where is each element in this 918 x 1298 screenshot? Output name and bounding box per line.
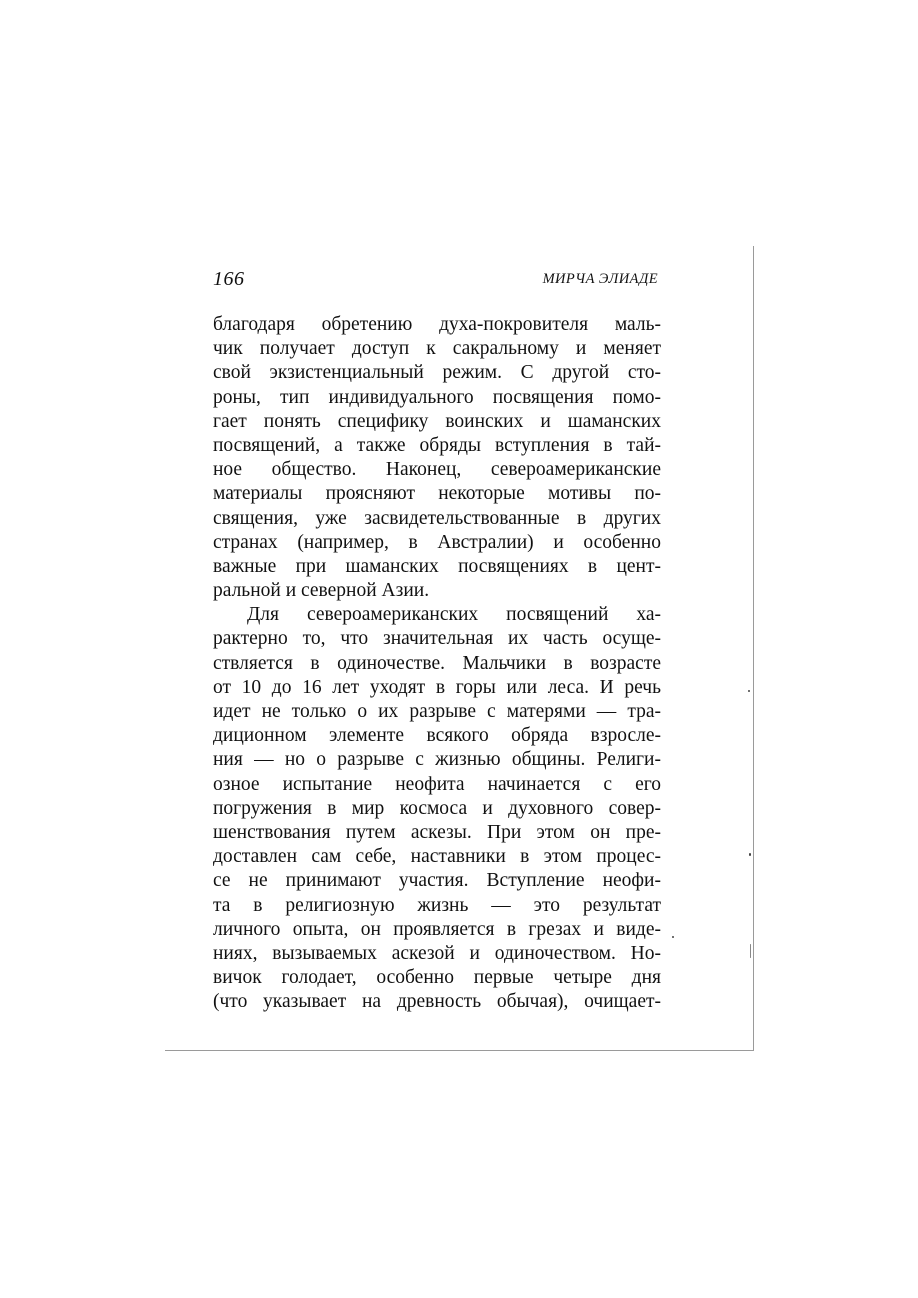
- text-line: се не принимают участия. Вступление неофи-: [213, 870, 661, 892]
- text-line: вичок голодает, особенно первые четыре дня: [213, 967, 661, 989]
- text-line: ния — но о разрыве с жизнью общины. Религи-: [213, 749, 661, 771]
- scan-speck: [750, 944, 751, 958]
- text-line: доставлен сам себе, наставники в этом процес-: [213, 846, 661, 868]
- body-text: [213, 313, 661, 1014]
- page-crop-edge-bottom: [165, 1050, 754, 1051]
- text-line: (что указывает на древность обычая), очищает-: [213, 991, 661, 1013]
- text-line-paragraph-start: Для североамериканских посвящений ха-: [247, 604, 661, 626]
- text-line: шенствования путем аскезы. При этом он пре-: [213, 821, 661, 843]
- scan-speck: [672, 936, 674, 938]
- text-line: ниях, вызываемых аскезой и одиночеством. Но-: [213, 942, 661, 964]
- text-line: от 10 до 16 лет уходят в горы или леса. И речь: [213, 676, 661, 698]
- text-line: роны, тип индивидуального посвящения помо-: [213, 386, 661, 408]
- text-line: озное испытание неофита начинается с его: [213, 773, 661, 795]
- page-crop-edge-right: [753, 246, 754, 1051]
- text-line: та в религиозную жизнь — это результат: [213, 894, 661, 916]
- text-line: диционном элементе всякого обряда взросле-: [213, 725, 661, 747]
- text-line: посвящений, а также обряды вступления в тай-: [213, 434, 661, 456]
- text-line-paragraph-end: ральной и северной Азии.: [213, 580, 430, 602]
- text-line: ствляется в одиночестве. Мальчики в возрасте: [213, 652, 661, 674]
- text-line: чик получает доступ к сакральному и меняет: [213, 338, 661, 360]
- text-line: идет не только о их разрыве с матерями — тра-: [213, 701, 661, 722]
- page-number: 166: [213, 268, 245, 290]
- running-head-author: МИРЧА ЭЛИАДЕ: [542, 271, 658, 287]
- text-line: материалы проясняют некоторые мотивы по-: [213, 483, 661, 505]
- text-line: свой экзистенциальный режим. С другой сто-: [213, 362, 661, 384]
- text-line: важные при шаманских посвящениях в цент-: [213, 555, 661, 577]
- text-line: гает понять специфику воинских и шаманских: [213, 410, 661, 432]
- text-line: странах (например, в Австралии) и особенно: [213, 531, 661, 553]
- text-line: погружения в мир космоса и духовного совер-: [213, 797, 661, 819]
- text-line: священия, уже засвидетельствованные в других: [213, 507, 661, 529]
- text-line: ное общество. Наконец, североамериканские: [213, 459, 661, 481]
- scan-speck: [748, 690, 750, 692]
- text-line: рактерно то, что значительная их часть осуще-: [213, 628, 661, 650]
- scan-speck: [749, 853, 751, 856]
- text-line: благодаря обретению духа-покровителя маль-: [213, 314, 661, 335]
- text-line: личного опыта, он проявляется в грезах и виде-: [213, 918, 661, 940]
